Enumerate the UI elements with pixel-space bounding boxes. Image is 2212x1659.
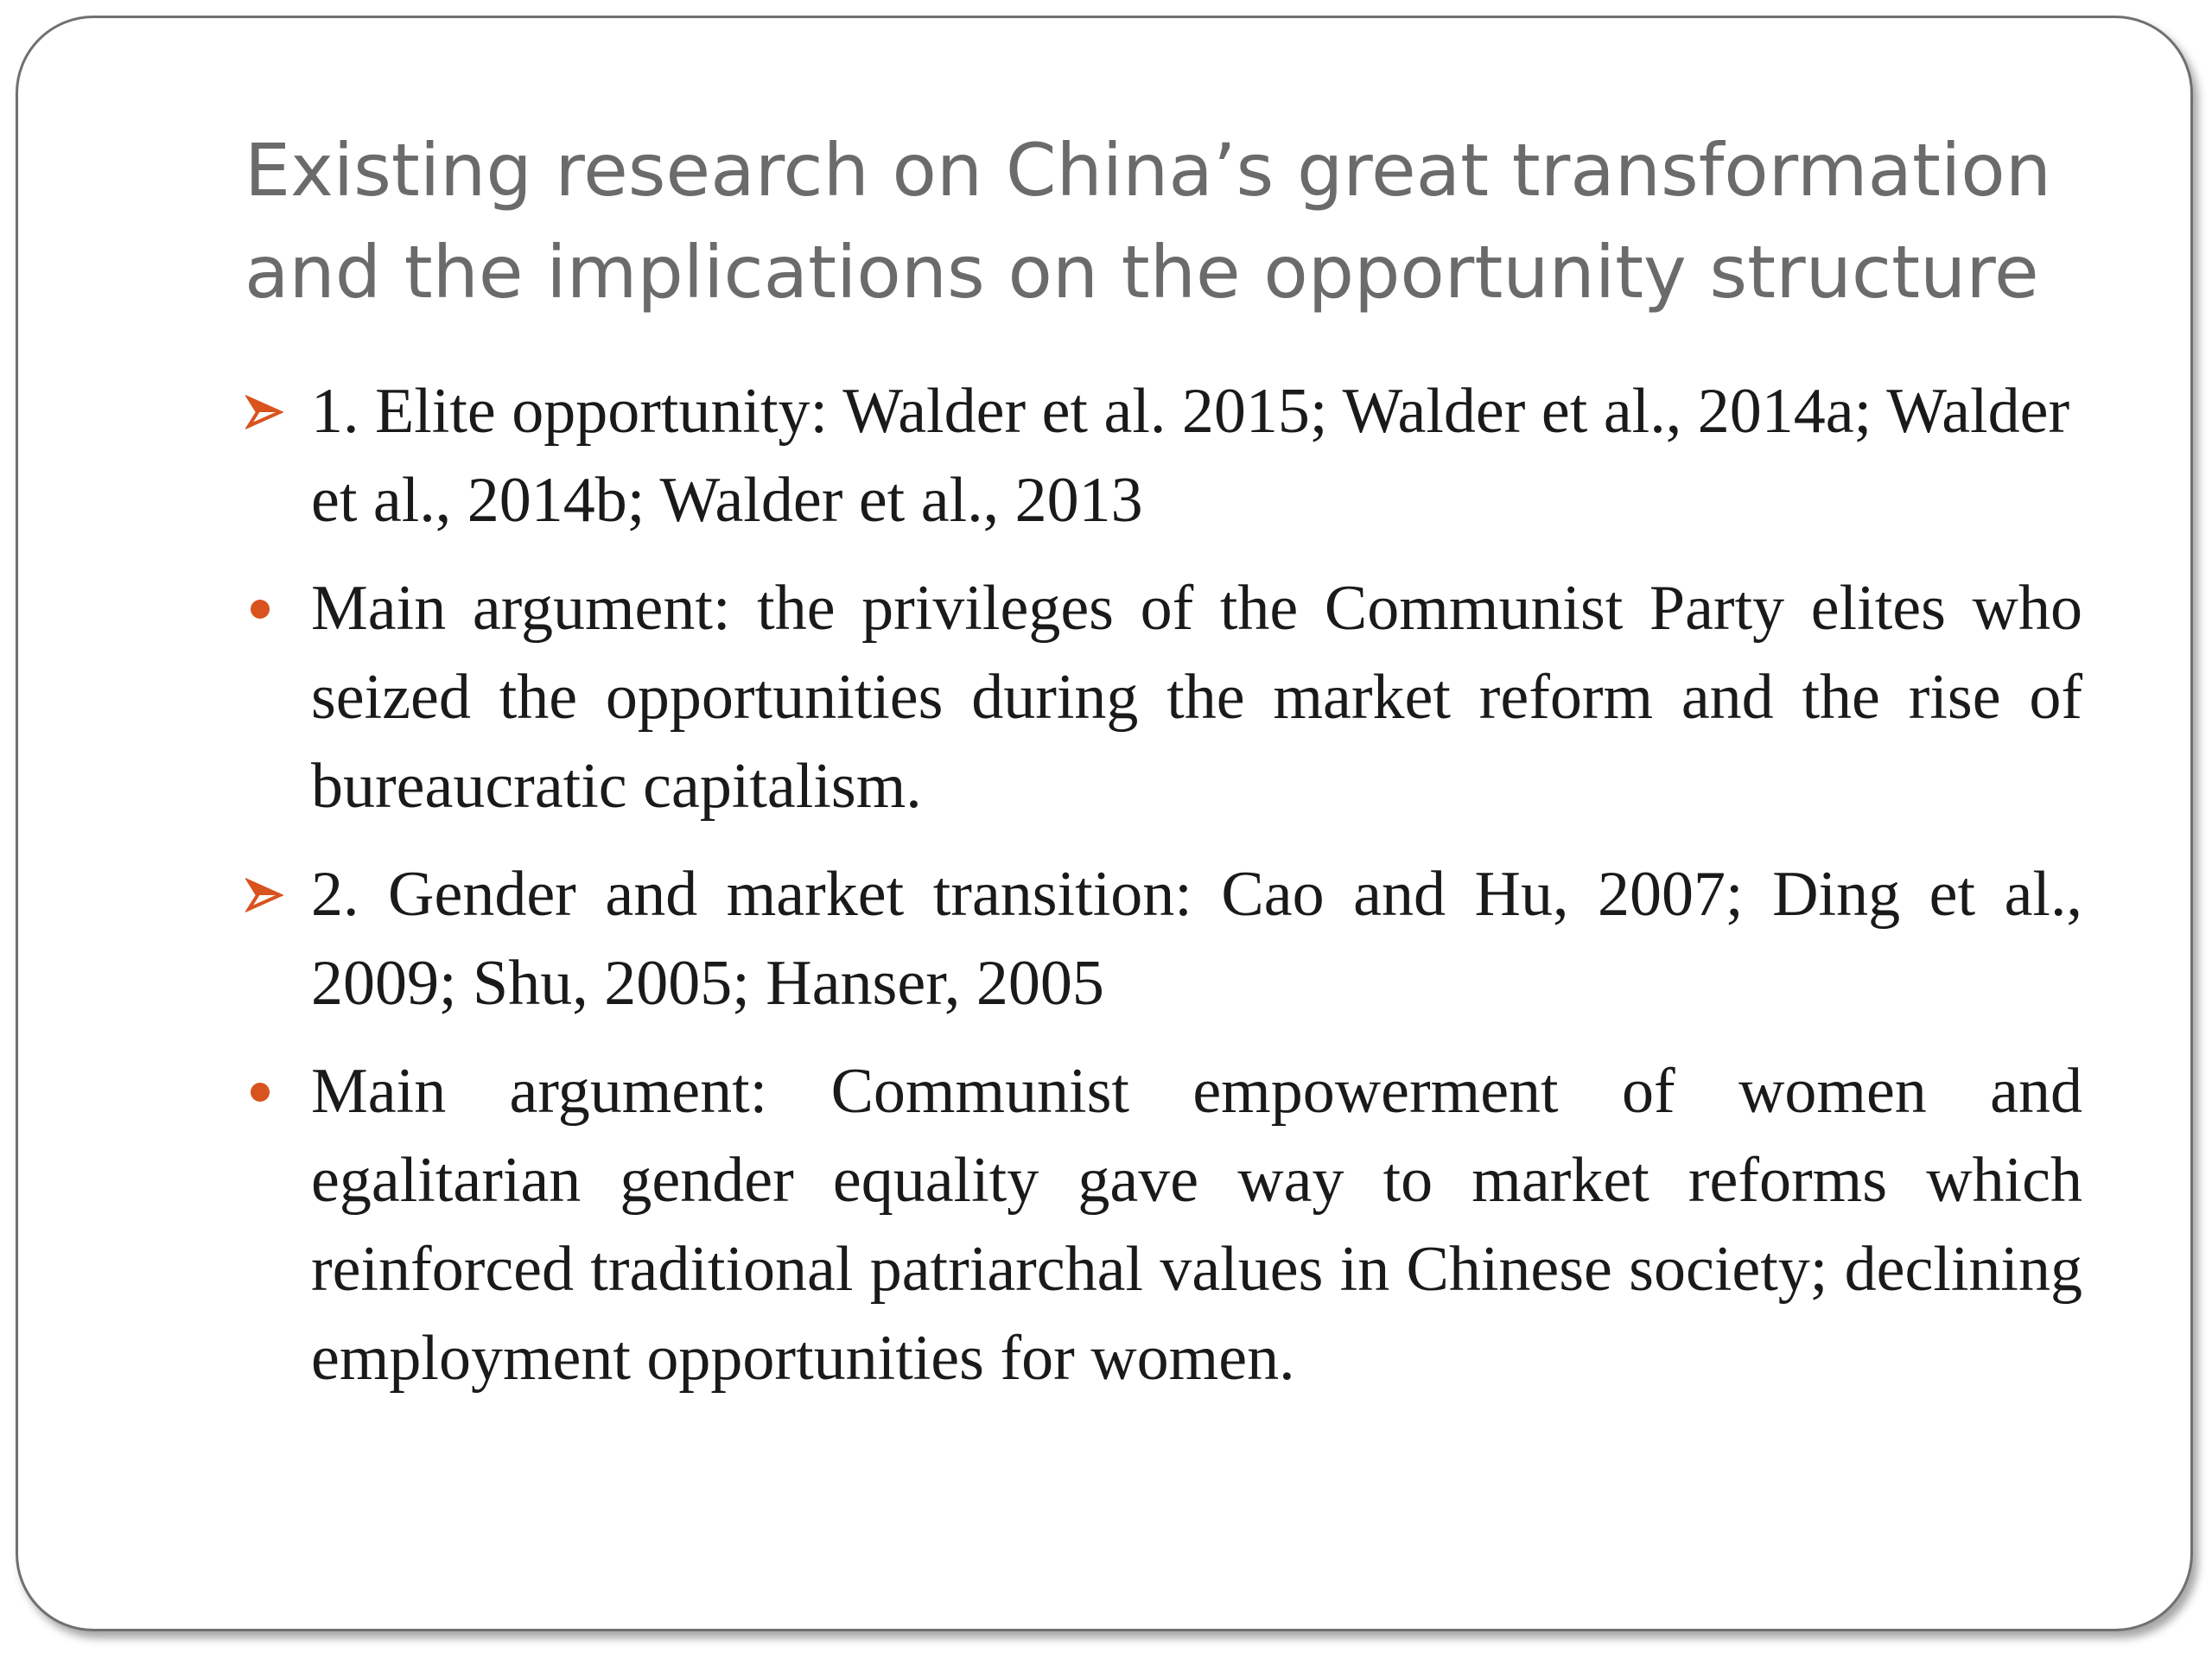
dot-icon [251,564,302,653]
slide-title [245,119,2102,323]
bullet-item-argument-elites [242,564,2082,831]
bullet-list [242,367,2082,1422]
slide-title-line-2: and the implications on the opportunity structure [245,230,2039,315]
bullet-item-elite-opportunity [242,367,2082,545]
bullet-item-argument-gender [242,1047,2082,1403]
bullet-text: 2. Gender and market transition: Cao and Hu, 2007; Ding et al., 2009; Shu, 2005; Hanser, 2005 [311,859,2082,1019]
bullet-text: Main argument: Communist empowerment of women and egalitarian gender equality gave way to market reforms which reinforced traditional patriarchal values in Chinese society; declining employment opportunities for women. [311,1056,2082,1394]
arrow-icon [245,367,297,456]
arrow-icon [245,850,297,939]
dot-icon [251,1047,302,1136]
bullet-text: Main argument: the privileges of the Communist Party elites who seized the opportunities during the market reform and the rise of bureaucratic capitalism. [311,573,2082,822]
bullet-item-gender-market [242,850,2082,1028]
bullet-text: 1. Elite opportunity: Walder et al. 2015; Walder et al., 2014a; Walder et al., 2014b; Walder et al., 2013 [311,376,2070,536]
slide-title-line-1: Existing research on China’s great transformation [245,128,2051,213]
